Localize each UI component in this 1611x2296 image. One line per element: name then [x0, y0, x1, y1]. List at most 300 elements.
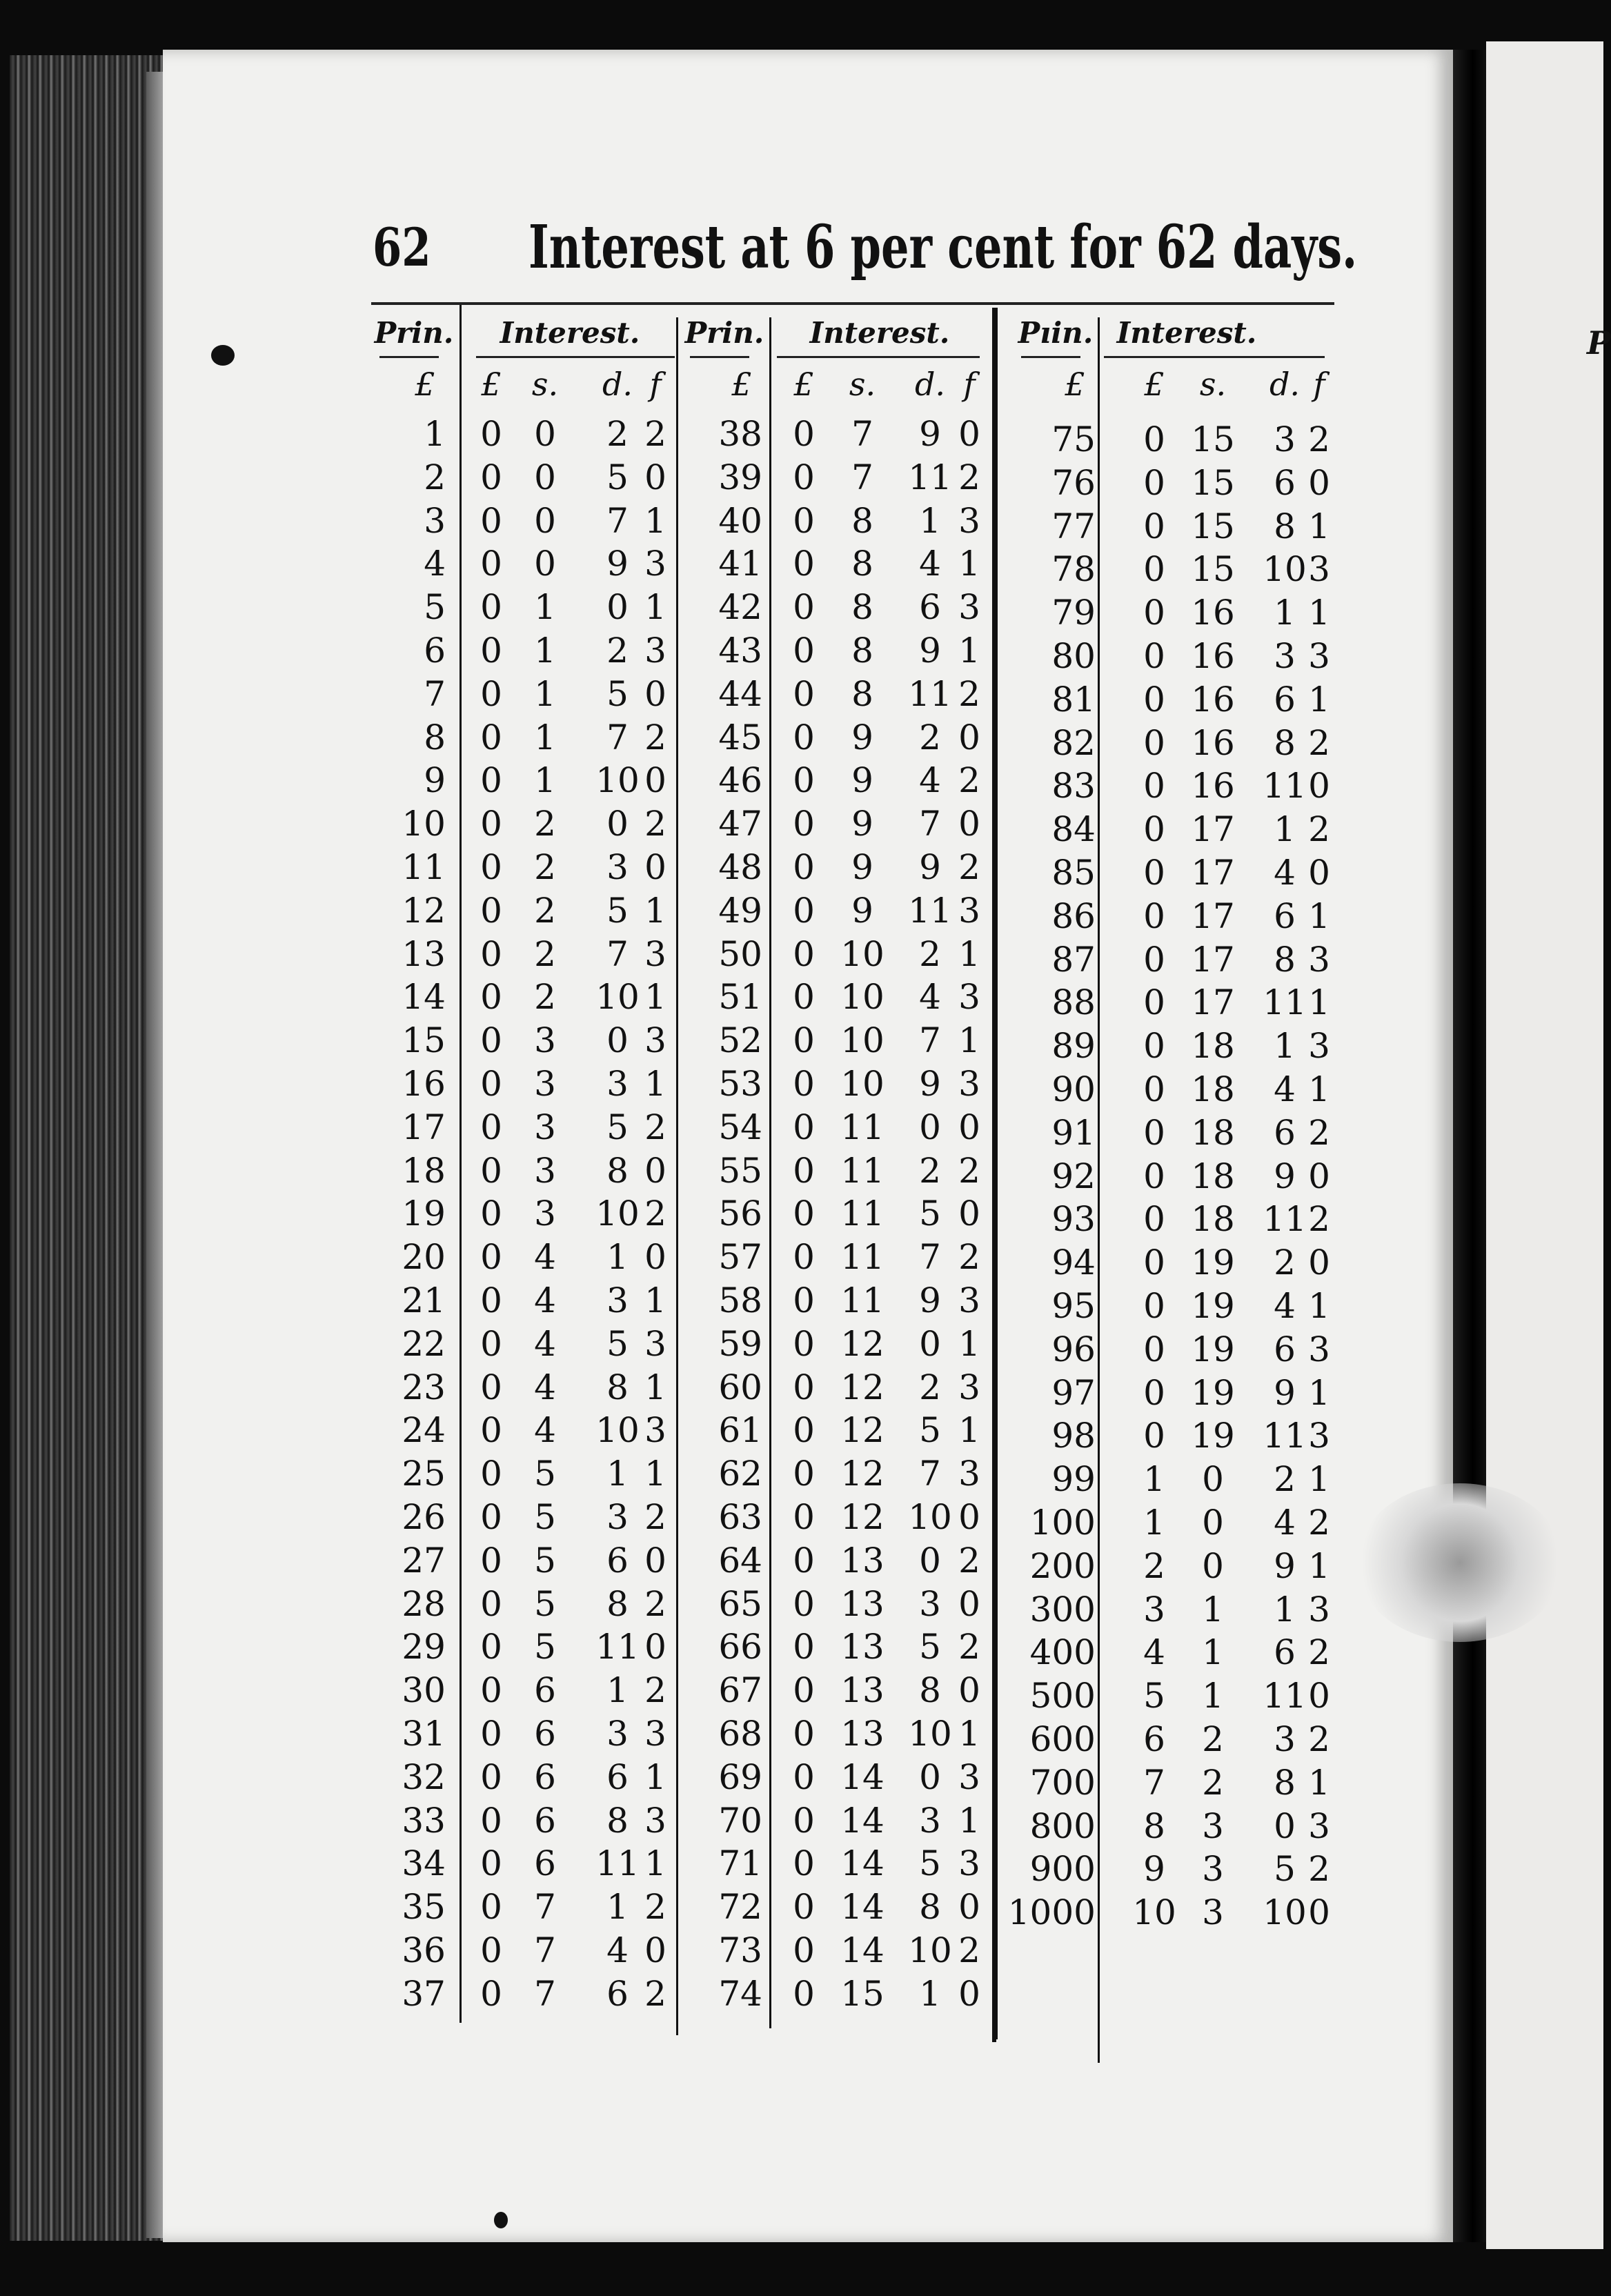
pence-cell: 8: [606, 1367, 629, 1407]
shillings-cell: 11: [840, 1107, 884, 1147]
principal-cell: 69: [718, 1756, 762, 1797]
shillings-cell: 0: [534, 500, 556, 541]
farthings-cell: 2: [1308, 1199, 1330, 1240]
pounds-cell: 0: [1143, 939, 1165, 980]
pence-cell: 6: [1274, 1632, 1296, 1673]
shillings-cell: 3: [534, 1107, 556, 1147]
principal-cell: 86: [1051, 895, 1096, 936]
pounds-cell: 0: [793, 414, 815, 454]
shillings-cell: 6: [534, 1843, 556, 1884]
farthings-cell: 0: [958, 1107, 980, 1147]
farthings-cell: 1: [644, 1756, 666, 1797]
paper-stain: [1356, 1483, 1563, 1642]
pence-cell: 11: [1263, 982, 1307, 1023]
shillings-cell: 14: [840, 1843, 884, 1884]
shillings-cell: 15: [1191, 419, 1235, 459]
pounds-cell: 0: [480, 1497, 502, 1537]
column-rule: [459, 305, 462, 2023]
pence-cell: 0: [919, 1323, 941, 1364]
principal-cell: 78: [1051, 549, 1096, 590]
principal-cell: 98: [1051, 1416, 1096, 1456]
unit-pounds: £: [793, 366, 814, 403]
principal-cell: 23: [402, 1367, 446, 1407]
shillings-cell: 19: [1191, 1416, 1235, 1456]
pounds-cell: 0: [793, 1714, 815, 1754]
ink-blot: [494, 2212, 508, 2228]
pounds-cell: 0: [480, 1410, 502, 1451]
principal-cell: 18: [402, 1150, 446, 1191]
pence-cell: 1: [606, 1670, 629, 1711]
shillings-cell: 3: [1202, 1849, 1224, 1890]
pence-cell: 4: [919, 977, 941, 1018]
shillings-cell: 3: [534, 1150, 556, 1191]
pounds-cell: 6: [1143, 1719, 1165, 1759]
pounds-cell: 0: [793, 1756, 815, 1797]
pounds-cell: 0: [793, 933, 815, 974]
pence-cell: 9: [1274, 1372, 1296, 1413]
principal-cell: 70: [718, 1800, 762, 1841]
pence-cell: 1: [1274, 593, 1296, 633]
shillings-cell: 14: [840, 1930, 884, 1970]
pounds-cell: 0: [1143, 549, 1165, 590]
pounds-cell: 0: [480, 1454, 502, 1494]
farthings-cell: 2: [644, 717, 666, 758]
farthings-cell: 0: [958, 717, 980, 758]
farthings-cell: 1: [1308, 895, 1330, 936]
pounds-cell: 0: [793, 1454, 815, 1494]
principal-header: Prin.: [374, 316, 454, 350]
pence-cell: 10: [595, 760, 640, 801]
pence-cell: 11: [908, 890, 952, 931]
shillings-cell: 9: [851, 804, 873, 844]
shillings-cell: 9: [851, 890, 873, 931]
shillings-cell: 10: [840, 1020, 884, 1061]
pence-cell: 10: [908, 1930, 952, 1970]
pence-cell: 2: [919, 933, 941, 974]
shillings-cell: 8: [851, 500, 873, 541]
pence-cell: 11: [908, 457, 952, 497]
shillings-cell: 4: [534, 1323, 556, 1364]
farthings-cell: 1: [958, 1410, 980, 1451]
pence-cell: 1: [1274, 1589, 1296, 1630]
principal-cell: 10: [402, 804, 446, 844]
pence-cell: 7: [919, 1020, 941, 1061]
pounds-cell: 0: [480, 1540, 502, 1581]
farthings-cell: 1: [1308, 593, 1330, 633]
unit-pence: d.: [602, 366, 633, 403]
shillings-cell: 7: [534, 1973, 556, 2014]
pounds-cell: 0: [793, 631, 815, 671]
pence-cell: 11: [908, 673, 952, 714]
pounds-cell: 2: [1143, 1545, 1165, 1586]
unit-principal: £: [1065, 366, 1085, 403]
shillings-cell: 1: [534, 760, 556, 801]
unit-shillings: s.: [1199, 366, 1227, 403]
pounds-cell: 0: [793, 457, 815, 497]
pounds-cell: 0: [1143, 766, 1165, 806]
farthings-cell: 1: [1308, 506, 1330, 546]
pence-cell: 5: [919, 1410, 941, 1451]
pounds-cell: 0: [480, 1887, 502, 1928]
principal-cell: 68: [718, 1714, 762, 1754]
pounds-cell: 0: [480, 544, 502, 584]
principal-cell: 17: [402, 1107, 446, 1147]
principal-cell: 88: [1051, 982, 1096, 1023]
farthings-cell: 0: [958, 1194, 980, 1234]
pence-cell: 9: [919, 847, 941, 887]
shillings-cell: 3: [1202, 1805, 1224, 1846]
principal-cell: 80: [1051, 636, 1096, 676]
pence-cell: 6: [606, 1973, 629, 2014]
principal-cell: 2: [424, 457, 446, 497]
pounds-cell: 0: [480, 1150, 502, 1191]
pounds-cell: 0: [793, 804, 815, 844]
farthings-cell: 2: [644, 1887, 666, 1928]
pence-cell: 3: [919, 1583, 941, 1624]
principal-cell: 36: [402, 1930, 446, 1970]
shillings-cell: 2: [534, 977, 556, 1018]
pence-cell: 2: [1274, 1459, 1296, 1500]
pence-cell: 5: [606, 673, 629, 714]
pence-cell: 5: [606, 1107, 629, 1147]
shillings-cell: 16: [1191, 593, 1235, 633]
shillings-cell: 1: [534, 587, 556, 628]
shillings-cell: 1: [534, 631, 556, 671]
shillings-cell: 17: [1191, 895, 1235, 936]
farthings-cell: 1: [1308, 1069, 1330, 1109]
shillings-cell: 9: [851, 717, 873, 758]
pence-cell: 4: [1274, 853, 1296, 893]
unit-pence: d.: [1269, 366, 1301, 403]
pounds-cell: 0: [793, 1497, 815, 1537]
pence-cell: 6: [919, 587, 941, 628]
pounds-cell: 0: [1143, 1112, 1165, 1153]
pence-cell: 0: [919, 1107, 941, 1147]
shillings-cell: 3: [534, 1020, 556, 1061]
unit-pounds: £: [1144, 366, 1165, 403]
shillings-cell: 17: [1191, 939, 1235, 980]
farthings-cell: 2: [958, 673, 980, 714]
pence-cell: 6: [606, 1756, 629, 1797]
pounds-cell: 0: [1143, 1372, 1165, 1413]
shillings-cell: 15: [1191, 549, 1235, 590]
principal-cell: 29: [402, 1627, 446, 1667]
pence-cell: 8: [1274, 506, 1296, 546]
pence-cell: 0: [1274, 1805, 1296, 1846]
column-rule: [994, 308, 998, 2039]
pence-cell: 8: [919, 1670, 941, 1711]
farthings-cell: 3: [1308, 636, 1330, 676]
farthings-cell: 2: [1308, 1503, 1330, 1543]
principal-cell: 200: [1029, 1545, 1096, 1586]
pence-cell: 3: [606, 1064, 629, 1104]
shillings-cell: 10: [840, 1064, 884, 1104]
shillings-cell: 1: [1202, 1589, 1224, 1630]
principal-cell: 1: [424, 414, 446, 454]
pounds-cell: 0: [793, 977, 815, 1018]
farthings-cell: 1: [1308, 1372, 1330, 1413]
principal-cell: 1000: [1007, 1892, 1096, 1933]
principal-cell: 74: [718, 1973, 762, 2014]
principal-cell: 64: [718, 1540, 762, 1581]
farthings-cell: 3: [644, 933, 666, 974]
principal-cell: 35: [402, 1887, 446, 1928]
farthings-cell: 2: [958, 1540, 980, 1581]
pence-cell: 2: [919, 1367, 941, 1407]
pence-cell: 0: [606, 1020, 629, 1061]
shillings-cell: 14: [840, 1800, 884, 1841]
farthings-cell: 3: [958, 1280, 980, 1320]
shillings-cell: 1: [534, 717, 556, 758]
farthings-cell: 2: [1308, 722, 1330, 763]
pounds-cell: 0: [1143, 982, 1165, 1023]
farthings-cell: 2: [1308, 1719, 1330, 1759]
shillings-cell: 4: [534, 1410, 556, 1451]
principal-cell: 43: [718, 631, 762, 671]
farthings-cell: 0: [644, 1150, 666, 1191]
farthings-cell: 3: [644, 1714, 666, 1754]
principal-cell: 39: [718, 457, 762, 497]
pounds-cell: 0: [793, 890, 815, 931]
farthings-cell: 3: [958, 1843, 980, 1884]
principal-cell: 49: [718, 890, 762, 931]
farthings-cell: 1: [644, 1280, 666, 1320]
pence-cell: 11: [1263, 1676, 1307, 1716]
shillings-cell: 6: [534, 1714, 556, 1754]
principal-cell: 20: [402, 1237, 446, 1278]
pounds-cell: 0: [793, 1107, 815, 1147]
pounds-cell: 0: [793, 1410, 815, 1451]
farthings-cell: 3: [1308, 1416, 1330, 1456]
farthings-cell: 1: [644, 1064, 666, 1104]
pounds-cell: 0: [793, 1583, 815, 1624]
pounds-cell: 0: [480, 1194, 502, 1234]
pounds-cell: 0: [1143, 1286, 1165, 1326]
farthings-cell: 0: [1308, 1892, 1330, 1933]
farthings-cell: 0: [1308, 1676, 1330, 1716]
farthings-cell: 2: [958, 760, 980, 801]
principal-cell: 66: [718, 1627, 762, 1667]
principal-cell: 700: [1029, 1762, 1096, 1803]
farthings-cell: 1: [1308, 679, 1330, 720]
principal-cell: 42: [718, 587, 762, 628]
principal-cell: 76: [1051, 462, 1096, 503]
pounds-cell: 0: [793, 1020, 815, 1061]
principal-cell: 50: [718, 933, 762, 974]
farthings-cell: 3: [644, 1410, 666, 1451]
principal-cell: 26: [402, 1497, 446, 1537]
farthings-cell: 2: [644, 1973, 666, 2014]
principal-cell: 59: [718, 1323, 762, 1364]
pence-cell: 10: [595, 1410, 640, 1451]
shillings-cell: 10: [840, 933, 884, 974]
principal-cell: 31: [402, 1714, 446, 1754]
shillings-cell: 17: [1191, 982, 1235, 1023]
pounds-cell: 4: [1143, 1632, 1165, 1673]
principal-cell: 99: [1051, 1459, 1096, 1500]
pounds-cell: 5: [1143, 1676, 1165, 1716]
header-rule: [690, 356, 749, 358]
principal-cell: 60: [718, 1367, 762, 1407]
pounds-cell: 0: [480, 760, 502, 801]
principal-cell: 500: [1029, 1676, 1096, 1716]
shillings-cell: 4: [534, 1237, 556, 1278]
shillings-cell: 5: [534, 1497, 556, 1537]
book-gutter: [1453, 50, 1486, 2242]
pounds-cell: 0: [1143, 1416, 1165, 1456]
pounds-cell: 0: [480, 1800, 502, 1841]
pounds-cell: 9: [1143, 1849, 1165, 1890]
pence-cell: 6: [1274, 895, 1296, 936]
principal-cell: 8: [424, 717, 446, 758]
principal-cell: 13: [402, 933, 446, 974]
pounds-cell: 0: [480, 414, 502, 454]
farthings-cell: 2: [644, 1107, 666, 1147]
pence-cell: 7: [919, 1454, 941, 1494]
pounds-cell: 0: [1143, 506, 1165, 546]
pounds-cell: 0: [793, 1973, 815, 2014]
shillings-cell: 6: [534, 1756, 556, 1797]
shillings-cell: 2: [534, 847, 556, 887]
pence-cell: 9: [919, 1280, 941, 1320]
pounds-cell: 10: [1132, 1892, 1176, 1933]
book-page-stack: [10, 55, 168, 2241]
shillings-cell: 9: [851, 847, 873, 887]
pence-cell: 1: [606, 1237, 629, 1278]
pence-cell: 2: [606, 631, 629, 671]
farthings-cell: 3: [1308, 549, 1330, 590]
principal-cell: 56: [718, 1194, 762, 1234]
pounds-cell: 0: [793, 1064, 815, 1104]
shillings-cell: 8: [851, 673, 873, 714]
facing-page: [1486, 41, 1603, 2249]
farthings-cell: 3: [958, 500, 980, 541]
farthings-cell: 1: [958, 1800, 980, 1841]
pounds-cell: 0: [1143, 679, 1165, 720]
farthings-cell: 1: [644, 890, 666, 931]
principal-cell: 30: [402, 1670, 446, 1711]
principal-cell: 53: [718, 1064, 762, 1104]
shillings-cell: 12: [840, 1410, 884, 1451]
pounds-cell: 0: [480, 1280, 502, 1320]
farthings-cell: 3: [644, 1323, 666, 1364]
shillings-cell: 17: [1191, 809, 1235, 850]
principal-cell: 28: [402, 1583, 446, 1624]
principal-cell: 37: [402, 1973, 446, 2014]
principal-cell: 600: [1029, 1719, 1096, 1759]
farthings-cell: 3: [958, 587, 980, 628]
pence-cell: 1: [606, 1454, 629, 1494]
shillings-cell: 16: [1191, 722, 1235, 763]
pence-cell: 10: [908, 1497, 952, 1537]
principal-cell: 40: [718, 500, 762, 541]
shillings-cell: 19: [1191, 1329, 1235, 1369]
farthings-cell: 0: [958, 1583, 980, 1624]
principal-cell: 32: [402, 1756, 446, 1797]
shillings-cell: 10: [840, 977, 884, 1018]
pence-cell: 3: [1274, 636, 1296, 676]
principal-cell: 7: [424, 673, 446, 714]
farthings-cell: 1: [958, 544, 980, 584]
unit-farthings: f: [649, 366, 662, 403]
farthings-cell: 3: [958, 1756, 980, 1797]
pounds-cell: 0: [480, 1756, 502, 1797]
principal-cell: 73: [718, 1930, 762, 1970]
farthings-cell: 2: [1308, 1112, 1330, 1153]
shillings-cell: 8: [851, 631, 873, 671]
pounds-cell: 0: [480, 1064, 502, 1104]
farthings-cell: 1: [958, 1714, 980, 1754]
pounds-cell: 0: [480, 1367, 502, 1407]
pounds-cell: 0: [793, 673, 815, 714]
shillings-cell: 13: [840, 1670, 884, 1711]
pence-cell: 0: [606, 587, 629, 628]
pounds-cell: 0: [480, 587, 502, 628]
principal-cell: 83: [1051, 766, 1096, 806]
pence-cell: 5: [1274, 1849, 1296, 1890]
pounds-cell: 0: [480, 1627, 502, 1667]
pence-cell: 6: [1274, 679, 1296, 720]
page-title: Interest at 6 per cent for 62 days.: [528, 212, 1358, 282]
farthings-cell: 2: [958, 1150, 980, 1191]
principal-cell: 38: [718, 414, 762, 454]
pounds-cell: 1: [1143, 1459, 1165, 1500]
pence-cell: 4: [919, 760, 941, 801]
pounds-cell: 0: [1143, 419, 1165, 459]
farthings-cell: 2: [644, 1497, 666, 1537]
principal-cell: 52: [718, 1020, 762, 1061]
farthings-cell: 2: [958, 1930, 980, 1970]
principal-cell: 46: [718, 760, 762, 801]
farthings-cell: 3: [958, 1064, 980, 1104]
farthings-cell: 1: [958, 1323, 980, 1364]
principal-cell: 82: [1051, 722, 1096, 763]
pence-cell: 1: [919, 1973, 941, 2014]
pounds-cell: 0: [793, 1323, 815, 1364]
farthings-cell: 1: [1308, 1286, 1330, 1326]
principal-cell: 34: [402, 1843, 446, 1884]
pence-cell: 3: [606, 1497, 629, 1537]
shillings-cell: 2: [534, 933, 556, 974]
farthings-cell: 0: [644, 1540, 666, 1581]
pounds-cell: 0: [793, 1887, 815, 1928]
pounds-cell: 0: [1143, 1156, 1165, 1196]
pence-cell: 11: [595, 1627, 640, 1667]
principal-cell: 11: [402, 847, 446, 887]
pence-cell: 2: [606, 414, 629, 454]
pounds-cell: 0: [793, 847, 815, 887]
shillings-cell: 7: [851, 414, 873, 454]
shillings-cell: 0: [1202, 1503, 1224, 1543]
farthings-cell: 1: [644, 587, 666, 628]
farthings-cell: 3: [958, 1367, 980, 1407]
farthings-cell: 3: [644, 631, 666, 671]
pounds-cell: 0: [480, 933, 502, 974]
unit-pence: d.: [914, 366, 946, 403]
header-rule: [1021, 356, 1080, 358]
unit-principal: £: [731, 366, 752, 403]
principal-cell: 55: [718, 1150, 762, 1191]
pounds-cell: 0: [480, 457, 502, 497]
principal-cell: 96: [1051, 1329, 1096, 1369]
shillings-cell: 11: [840, 1150, 884, 1191]
pence-cell: 9: [1274, 1156, 1296, 1196]
header-rule: [777, 356, 980, 358]
pounds-cell: 0: [480, 673, 502, 714]
shillings-cell: 6: [534, 1800, 556, 1841]
shillings-cell: 5: [534, 1454, 556, 1494]
pence-cell: 8: [1274, 722, 1296, 763]
